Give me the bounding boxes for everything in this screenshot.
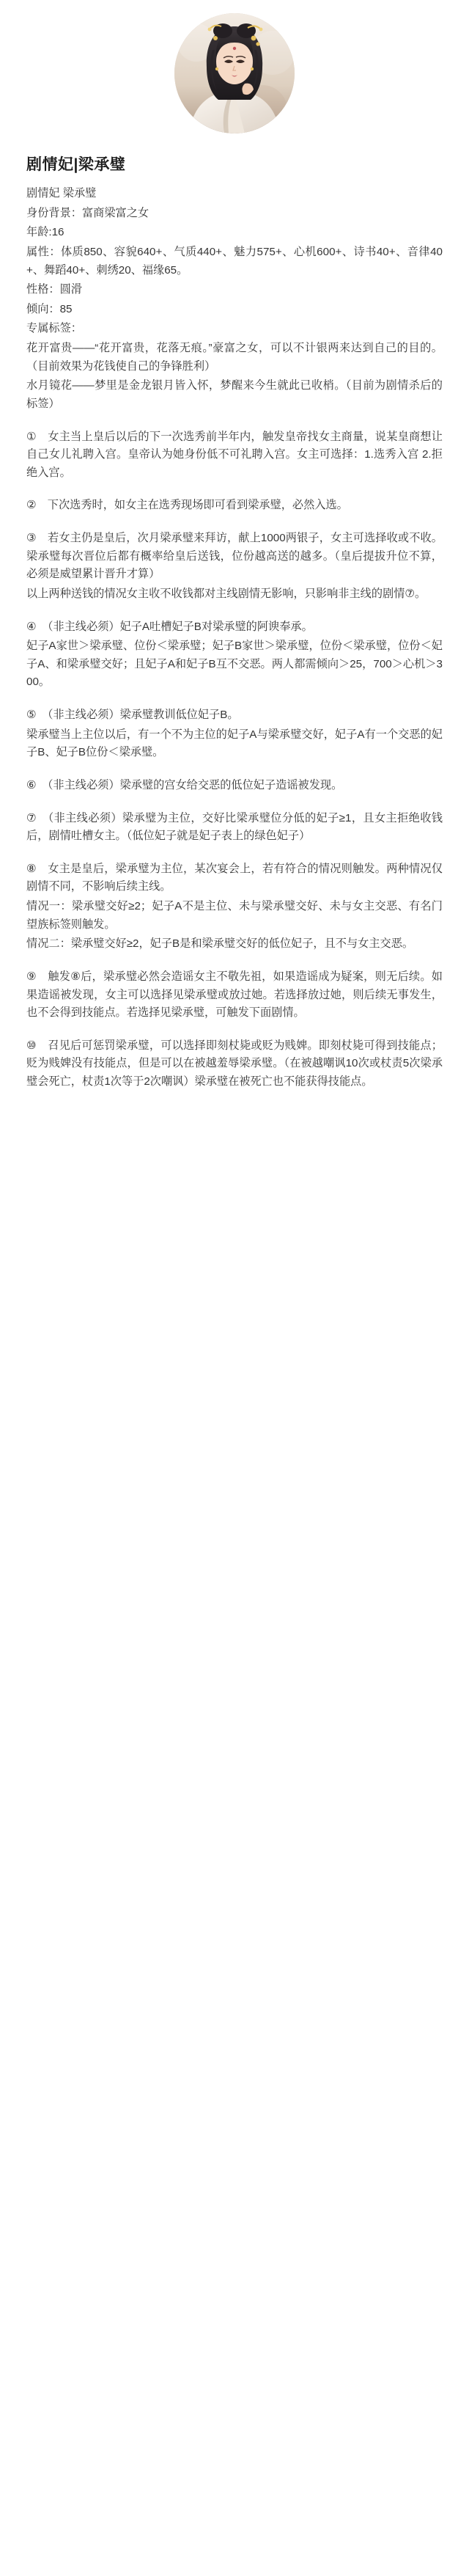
plot-item-5: ⑤ （非主线必须）梁承璧教训低位妃子B。 — [26, 709, 239, 721]
avatar-container — [0, 0, 469, 133]
profile-line-tags-label: 专属标签： — [26, 322, 82, 335]
plot-item-8-case-a: 情况一：梁承璧交好≥2；妃子A不是主位、未与梁承璧交好、未与女主交恶、有名门望族标签则触发。 — [26, 900, 443, 931]
profile-line-favor: 倾向：85 — [26, 302, 73, 315]
plot-item-5-condition: 梁承璧当上主位以后，有一个不为主位的妃子A与梁承璧交好，妃子A有一个交恶的妃子B、妃子B位份＜梁承璧。 — [26, 728, 443, 759]
plot-item-4-condition: 妃子A家世＞梁承璧、位份＜梁承璧；妃子B家世＞梁承璧，位份＜梁承璧，位份＜妃子A、和梁承璧交好；且妃子A和妃子B互不交恶。两人都需倾向＞25，700＞心机＞300。 — [26, 640, 443, 689]
plot-item-8-case-b: 情况二：梁承璧交好≥2，妃子B是和梁承璧交好的低位妃子，且不与女主交恶。 — [26, 937, 414, 951]
profile-line-background: 身份背景：富商梁富之女 — [26, 206, 149, 219]
profile-line-personality: 性格：圆滑 — [26, 283, 82, 296]
plot-item-10: ⑩ 召见后可惩罚梁承璧，可以选择即刻杖毙或贬为贱婢。即刻杖毙可得到技能点；贬为贱婢没有技能点，但是可以在被越羞辱梁承璧。（在被越嘲讽10次或杖责5次梁承璧会死亡，杖责1次等于2次嘲讽）梁承璧在被死亡也不能获得技能点。 — [26, 1039, 443, 1088]
plot-item-6: ⑥ （非主线必须）梁承璧的宫女给交恶的低位妃子造谣被发现。 — [26, 778, 343, 791]
avatar-illustration — [174, 13, 295, 133]
plot-item-7: ⑦ （非主线必须）梁承璧为主位，交好比梁承璧位分低的妃子≥1，且女主拒绝收钱后，剧情吐槽女主。（低位妃子就是妃子表上的绿色妃子） — [26, 811, 443, 843]
avatar — [174, 13, 295, 133]
profile-line-attributes: 属性：体质850、容貌640+、气质440+、魅力575+、心机600+、诗书40+、音律40+、舞蹈40+、刺绣20、福缘65。 — [26, 245, 443, 277]
plot-item-1: ① 女主当上皇后以后的下一次选秀前半年内，触发皇帝找女主商量，说某皇商想让自己女儿礼聘入宫。皇帝认为她身份低不可礼聘入宫。女主可选择：1.选秀入宫 2.拒绝入宫。 — [26, 430, 443, 479]
profile-body — [0, 185, 469, 1091]
plot-item-3: ③ 若女主仍是皇后，次月梁承璧来拜访，献上1000两银子，女主可选择收或不收。梁承璧每次晋位后都有概率给皇后送钱，位份越高送的越多。（皇后提拔升位不算，必须是威望累计晋升才算） — [26, 532, 443, 581]
page-title: 剧情妃|梁承璧 — [26, 156, 126, 173]
plot-item-8: ⑧ 女主是皇后，梁承璧为主位，某次宴会上，若有符合的情况则触发。两种情况仅剧情不同，不影响后续主线。 — [26, 862, 443, 893]
profile-line-name: 剧情妃 梁承璧 — [26, 187, 97, 200]
profile-tag-moon-mirror: 水月镜花——梦里是金龙银月皆入怀，梦醒来今生就此已收梢。（目前为剧情杀后的标签） — [26, 379, 443, 410]
plot-item-4: ④ （非主线必须）妃子A吐槽妃子B对梁承璧的阿谀奉承。 — [26, 620, 313, 633]
plot-item-2: ② 下次选秀时，如女主在选秀现场即可看到梁承璧，必然入选。 — [26, 499, 348, 512]
profile-line-age: 年龄:16 — [26, 226, 64, 239]
profile-tag-flowering-wealth: 花开富贵——“花开富贵，花落无痕。”豪富之女，可以不计银两来达到自己的目的。（目前效果为花钱使自己的争锋胜利） — [26, 342, 443, 373]
plot-item-3-note: 以上两种送钱的情况女主收不收钱都对主线剧情无影响，只影响非主线的剧情⑦。 — [26, 587, 426, 600]
plot-item-9: ⑨ 触发⑧后，梁承璧必然会造谣女主不敬先祖，如果造谣成为疑案，则无后续。如果造谣被发现，女主可以选择见梁承璧或放过她。若选择放过她，则后续无事发生，也不会得到技能点。若选择见梁承璧，可触发下面剧情。 — [26, 970, 443, 1020]
